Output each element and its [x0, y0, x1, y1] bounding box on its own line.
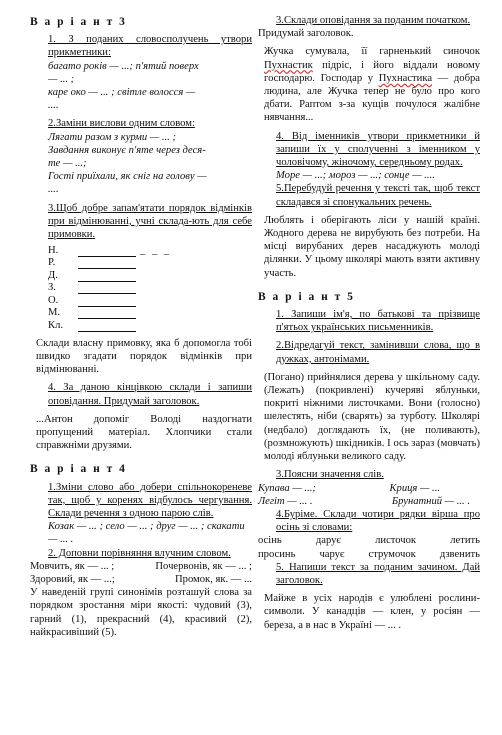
case-label: О. [48, 294, 59, 306]
task-3-2-line-1: Лягати разом з курми — ... ; [48, 131, 176, 143]
task-3-3b-head: Придумай заголовок. [258, 28, 354, 40]
task-3-2: 2.Заміни вислови одним словом: [48, 118, 195, 130]
task-3-2-line-5: .... [48, 184, 59, 196]
left-column [30, 14, 252, 639]
task-3-4b: 4. Від іменників утвори прикметники й запиши їх у сполученні з іменником у чоловічому, жіночому, середньому родах. [276, 130, 480, 169]
comparison-item: Мовчить, як — ... ; [30, 560, 115, 572]
variant-3-title: В а р і а н т 3 [30, 16, 127, 28]
meaning-item: Легіт — ... . [258, 495, 313, 507]
case-row [30, 282, 252, 295]
task-3-3b: 3.Склади оповідання за поданим початком. [276, 15, 471, 26]
rhyme-word: струмочок [368, 548, 416, 560]
variant-4-title: В а р і а н т 4 [30, 463, 127, 476]
case-label: Н. [48, 244, 59, 256]
task-4-1-words: Козак — ... ; село — ... ; друг — ... ; скакати — ... . [48, 521, 245, 546]
task-3-1-line-4: .... [48, 100, 59, 112]
task-5-1: 1. Запиши ім'я, по батькові та прізвище п'ятьох українських письменників. [276, 309, 480, 334]
case-row [30, 244, 252, 257]
answer-line [78, 310, 136, 319]
meaning-row [258, 495, 480, 508]
task-3-3-text: Склади власну примовку, яка б допомогла тобі швидко згадати порядок відмінків при відмінюванні. [36, 337, 252, 376]
comparison-item: Промок, як. — ... [175, 574, 252, 585]
task-3-1-line-3: каре око — ... ; світле волосся — [48, 87, 196, 99]
story-part: Жучка сумувала, її гарненький синочок [264, 46, 480, 58]
answer-line [78, 285, 136, 294]
task-3-2-line-3: те — ...; [48, 158, 87, 170]
rhyme-word: дзвенить [439, 548, 480, 560]
task-3-1: 1. З поданих словосполучень утвори прикметники: [48, 34, 252, 59]
story-name: Пухнастик [264, 59, 313, 71]
task-3-5-text: Люблять і оберігають ліси у нашій країні. Жодного дерева не вирубують без потреби. На місці вирубаних дерев насаджують молоді ділянки. У цьому школярі мають взяти активну участь. [264, 214, 480, 279]
case-row [30, 307, 252, 320]
task-5-4: 4.Буріме. Склади чотири рядки вірша про осінь зі словами: [276, 508, 480, 534]
right-column [258, 14, 480, 632]
case-row [30, 294, 252, 307]
meaning-item: Брунатний — ... . [391, 495, 470, 507]
word-row [258, 548, 480, 561]
task-3-1-line-1: багато років — ...; п'ятий поверх [48, 60, 199, 72]
story-part: — добра людина, але Жучка тепер не було про кого дбати. Раптом з-за кущів почулося жалібне нявчання... [264, 72, 480, 124]
word-row [258, 534, 480, 547]
comparison-row [30, 560, 252, 573]
task-4-2: 2. Доповни порівняння влучним словом. [48, 547, 231, 559]
task-5-3: 3.Поясни значення слів. [276, 469, 384, 481]
story-part: підріс, і його віддали новому господарю. Господар у [264, 59, 480, 84]
task-3-5: 5.Перебудуй речення у тексті так, щоб текст складався зі спонукальних речень. [276, 183, 480, 208]
task-5-5: 5. Напиши текст за поданим зачином. Дай заголовок. [276, 561, 480, 586]
meaning-item: Купава — ...; [258, 482, 316, 494]
task-3-4: 4. За даною кінцівкою склади і запиши оповідання. Придумай заголовок. [48, 382, 252, 407]
case-label: Кл. [48, 319, 64, 331]
meaning-row [258, 482, 480, 495]
task-3-1-line-2: — ... ; [48, 73, 75, 85]
case-label: Д. [48, 269, 58, 281]
rhyme-word: чарує [319, 548, 345, 560]
case-label: З. [48, 282, 56, 294]
rhyme-word: дарує [315, 535, 341, 547]
task-4-1: 1.Зміни слово або добери спільнокореневе так, щоб у коренях відбулось чергування. Склади речення з одною парою слів. [48, 481, 252, 519]
task-3-2-line-4: Гості приїхали, як сніг на голову — [48, 171, 207, 183]
story-name: Пухнастика [378, 72, 433, 84]
task-5-5-text: Майже в усіх народів є улюблені рослини-символи. У канадців — клен, у росіян — береза, а в нас в Україні — ... . [264, 593, 480, 631]
answer-line [78, 260, 136, 269]
rhyme-word: листочок [375, 535, 417, 547]
task-3-4-text: ...Антон допоміг Володі наздогнати пропущений матеріал. Хлопчики стали справжніми друзями. [36, 413, 252, 452]
task-3-2-line-2: Завдання виконує п'яте через деся- [48, 144, 206, 156]
answer-line [78, 273, 136, 282]
case-label: Р. [48, 257, 56, 269]
case-row [30, 257, 252, 270]
rhyme-word: просинь [258, 548, 296, 560]
rhyme-word: летить [450, 535, 480, 547]
rhyme-word: осінь [258, 535, 282, 547]
answer-line [78, 248, 136, 257]
task-4-2-text: У наведеній групі синонімів розташуй слова за порядком зростання міри якості: чудовий (3), гарний (1), прекрасний (4), красивий (2), найкрасивіший (5). [30, 587, 252, 638]
comparison-row [30, 573, 252, 586]
task-3-3: 3.Щоб добре запам'ятати порядок відмінків при відмінюванні, учні склада-ють для себе примовки. [48, 202, 252, 241]
case-label: М. [48, 307, 61, 319]
answer-line [78, 323, 136, 332]
variant-5-title: В а р і а н т 5 [258, 290, 355, 303]
case-dashes: _ _ _ [140, 244, 172, 256]
case-row [30, 319, 252, 332]
comparison-item: Почервонів, як — ... ; [155, 560, 252, 572]
case-row [30, 269, 252, 282]
task-3-4b-words: Море — ...; мороз — ...; сонце — .... [276, 170, 435, 182]
answer-line [78, 298, 136, 307]
comparison-item: Здоровий, як — ...; [30, 574, 115, 585]
task-5-2: 2.Відредагуй текст, замінивши слова, що в дужках, антонімами. [276, 340, 480, 365]
story-text [258, 45, 480, 124]
meaning-item: Криця — ... [389, 482, 440, 494]
task-5-2-text: (Погано) прийнялися дерева у шкільному саду. (Лежать) (покривлені) кучеряві яблуньки, покриті ніжними листочками. Вони (голосно) шелестять, ніби (сварять) за турботу. Школярі (недбало) доглядають їх, (не поливають), (розмножують) шкідників. І ось зараз (мовчать) молоді яблуньки великого саду. [264, 371, 480, 463]
